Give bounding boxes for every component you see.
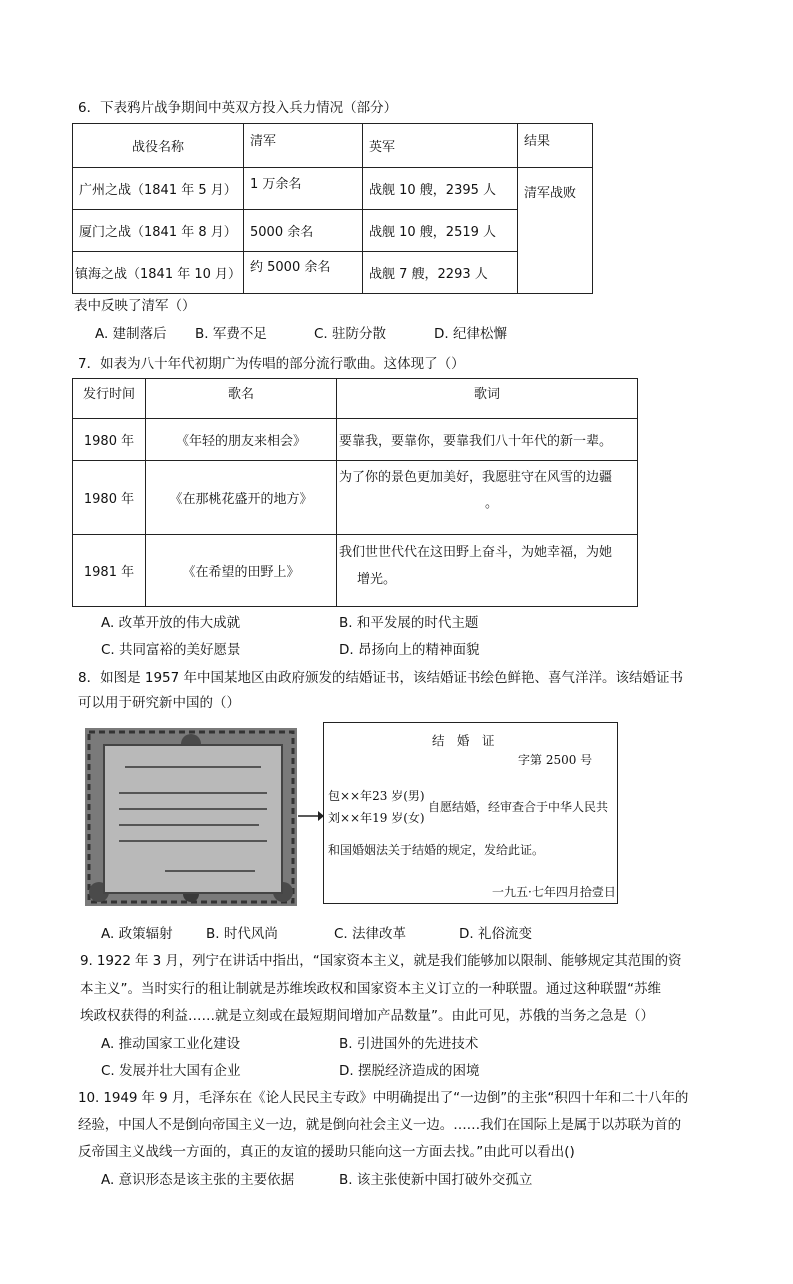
q7-option-a: A. 改革开放的伟大成就 [101, 615, 241, 631]
q7-cell: 1981 年 [73, 535, 146, 607]
q9-option-c: C. 发展并壮大国有企业 [101, 1063, 241, 1079]
q6-option-d: D. 纪律松懈 [434, 326, 507, 342]
q6-cell: 战舰 10 艘，2519 人 [363, 210, 518, 252]
q6-cell: 5000 余名 [244, 210, 363, 252]
certificate-number: 字第 2500 号 [518, 753, 593, 767]
q7-cell: 《在希望的田野上》 [146, 535, 337, 607]
q6-header-result: 结果 [518, 124, 593, 168]
q10-option-b: B. 该主张使新中国打破外交孤立 [339, 1172, 533, 1188]
q7-lyrics-line: 增光。 [357, 572, 397, 587]
q6-option-c: C. 驻防分散 [314, 326, 387, 342]
marriage-certificate-photo [85, 728, 297, 906]
q6-cell: 厦门之战（1841 年 8 月） [73, 210, 244, 252]
q6-result-cell: 清军战败 [518, 168, 593, 294]
q6-cell: 1 万余名 [244, 168, 363, 210]
q6-cell: 战舰 7 艘，2293 人 [363, 252, 518, 294]
q6-option-b: B. 军费不足 [195, 326, 267, 342]
q9-line1: 9. 1922 年 3 月，列宁在讲话中指出，“国家资本主义，就是我们能够加以限制、能够规定其范围的资 [80, 953, 682, 969]
q9-option-a: A. 推动国家工业化建设 [101, 1036, 241, 1052]
q7-cell: 要靠我，要靠你，要靠我们八十年代的新一辈。 [337, 419, 638, 461]
q6-stem: 6．下表鸦片战争期间中英双方投入兵力情况（部分） [78, 100, 398, 116]
certificate-date: 一九五·七年四月拾壹日 [492, 885, 616, 899]
q7-stem: 7．如表为八十年代初期广为传唱的部分流行歌曲。这体现了（） [78, 356, 465, 372]
q7-header-date: 发行时间 [73, 379, 146, 419]
q7-option-c: C. 共同富裕的美好愿景 [101, 642, 241, 658]
q6-cell: 战舰 10 艘，2395 人 [363, 168, 518, 210]
q6-option-a: A. 建制落后 [95, 326, 167, 342]
certificate-groom: 包××年23 岁(男) [328, 789, 425, 803]
q6-header-battle: 战役名称 [73, 124, 244, 168]
q8-stem-line2: 可以用于研究新中国的（） [78, 695, 240, 711]
q10-option-a: A. 意识形态是该主张的主要依据 [101, 1172, 295, 1188]
certificate-text1: 自愿结婚，经审查合于中华人民共 [428, 800, 609, 814]
q7-cell: 《年轻的朋友来相会》 [146, 419, 337, 461]
q9-option-b: B. 引进国外的先进技术 [339, 1036, 479, 1052]
q9-option-d: D. 摆脱经济造成的困境 [339, 1063, 480, 1079]
q8-option-c: C. 法律改革 [334, 926, 407, 942]
q6-table [72, 123, 593, 294]
q6-tail: 表中反映了清军（） [74, 298, 196, 314]
q10-line3: 反帝国主义战线一方面的，真正的友谊的援助只能向这一方面去找。”由此可以看出() [78, 1144, 575, 1160]
q7-cell: 1980 年 [73, 419, 146, 461]
certificate-title: 结 婚 证 [432, 733, 495, 748]
certificate-inner-panel [103, 744, 283, 894]
q9-line2: 本主义”。当时实行的租让制就是苏维埃政权和国家资本主义订立的一种联盟。通过这种联盟“苏维 [80, 981, 661, 997]
q10-line2: 经验，中国人不是倒向帝国主义一边，就是倒向社会主义一边。……我们在国际上是属于以苏联为首的 [78, 1117, 681, 1133]
q8-option-d: D. 礼俗流变 [459, 926, 532, 942]
q7-lyrics-line: 为了你的景色更加美好，我愿驻守在风雪的边疆 [339, 470, 613, 485]
q7-option-d: D. 昂扬向上的精神面貌 [339, 642, 480, 658]
q8-stem-line1: 8．如图是 1957 年中国某地区由政府颁发的结婚证书，该结婚证书绘色鲜艳、喜气洋洋。该结婚证书 [78, 670, 684, 686]
certificate-bride: 刘××年19 岁(女) [328, 811, 425, 825]
q9-line3: 埃政权获得的利益……就是立刻或在最短期间增加产品数量”。由此可见，苏俄的当务之急是（） [80, 1008, 654, 1024]
certificate-text2: 和国婚姻法关于结婚的规定，发给此证。 [328, 843, 545, 857]
arrow-right-icon [298, 810, 324, 822]
q7-lyrics-cell [337, 535, 638, 607]
q7-table [72, 378, 638, 607]
certificate-transcription [323, 722, 618, 904]
q7-header-song: 歌名 [146, 379, 337, 419]
q7-lyrics-line: 。 [485, 496, 499, 511]
q7-lyrics-line: 我们世世代代在这田野上奋斗，为她幸福，为她 [339, 545, 613, 560]
q6-cell: 镇海之战（1841 年 10 月） [73, 252, 244, 294]
q6-header-qing: 清军 [244, 124, 363, 168]
q7-cell: 1980 年 [73, 461, 146, 535]
q8-option-b: B. 时代风尚 [206, 926, 278, 942]
q6-header-british: 英军 [363, 124, 518, 168]
q7-cell: 《在那桃花盛开的地方》 [146, 461, 337, 535]
q7-option-b: B. 和平发展的时代主题 [339, 615, 479, 631]
q10-line1: 10. 1949 年 9 月，毛泽东在《论人民民主专政》中明确提出了“一边倒”的主张“积四十年和二十八年的 [78, 1090, 689, 1106]
q7-lyrics-cell [337, 461, 638, 535]
q6-cell: 约 5000 余名 [244, 252, 363, 294]
q7-header-lyrics: 歌词 [337, 379, 638, 419]
q6-cell: 广州之战（1841 年 5 月） [73, 168, 244, 210]
q8-option-a: A. 政策辐射 [101, 926, 173, 942]
